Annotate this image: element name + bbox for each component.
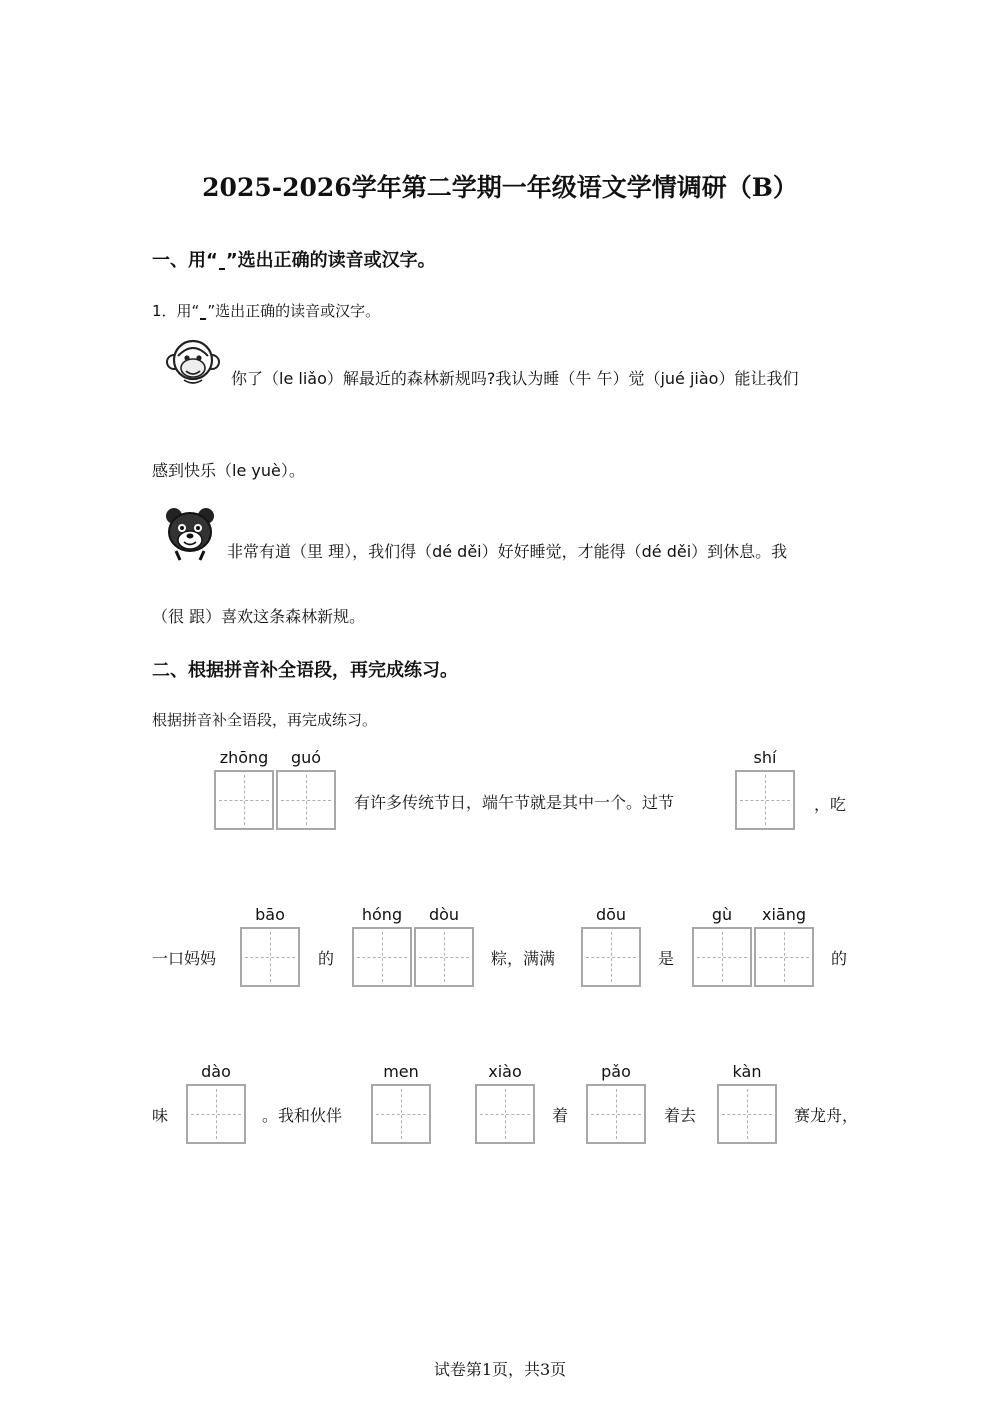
passage-line-1: 你了（le liǎo）解最近的森林新规吗?我认为睡（牛 午）觉（jué jiào）能让我们 (231, 369, 799, 388)
pinyin-label: shí (753, 748, 777, 767)
section1-heading-pre: 一、用“ (152, 250, 218, 271)
passage-text: 着 (552, 1106, 569, 1125)
monkey-icon (166, 334, 220, 388)
answer-grid[interactable] (581, 927, 641, 987)
pinyin-label: pǎo (601, 1062, 631, 1081)
passage-text: 有许多传统节日，端午节就是其中一个。过节 (354, 793, 675, 812)
pinyin-label: dòu (428, 905, 460, 924)
underline-mark (219, 268, 225, 270)
question-1 (152, 300, 380, 321)
passage-text: 的 (318, 949, 335, 968)
pinyin-label: xiào (488, 1062, 522, 1081)
passage-text: 粽，满满 (491, 949, 556, 968)
passage-text: ，吃 (814, 795, 847, 814)
passage-text: 着去 (664, 1106, 697, 1125)
answer-grid[interactable] (735, 770, 795, 830)
passage-text: 味 (152, 1106, 169, 1125)
pinyin-label: guó (290, 748, 322, 767)
section2-heading: 二、根据拼音补全语段，再完成练习。 (152, 660, 458, 681)
passage-text: 的 (831, 949, 848, 968)
passage-line-2: 感到快乐（le yuè）。 (152, 461, 305, 480)
section1-heading-post: ”选出正确的读音或汉字。 (225, 250, 436, 271)
pinyin-label: men (383, 1062, 419, 1081)
question-1-post: ”选出正确的读音或汉字。 (207, 302, 381, 320)
answer-grid[interactable] (414, 927, 474, 987)
section2-intro: 根据拼音补全语段，再完成练习。 (152, 711, 378, 729)
pinyin-label: gù (711, 905, 733, 924)
underline-mark (200, 318, 206, 320)
passage-text: 一口妈妈 (152, 949, 217, 968)
pinyin-label: dào (201, 1062, 231, 1081)
passage-line-3: 非常有道（里 理），我们得（dé děi）好好睡觉，才能得（dé děi）到休息。我 (227, 542, 788, 561)
answer-grid[interactable] (186, 1084, 246, 1144)
passage-line-4: （很 跟）喜欢这条森林新规。 (152, 607, 366, 626)
pinyin-label: kàn (732, 1062, 762, 1081)
answer-grid[interactable] (717, 1084, 777, 1144)
answer-grid[interactable] (352, 927, 412, 987)
answer-grid[interactable] (475, 1084, 535, 1144)
pinyin-label: zhōng (219, 748, 269, 767)
answer-grid[interactable] (214, 770, 274, 830)
page-footer: 试卷第1页，共3页 (433, 1360, 567, 1379)
pinyin-label: xiāng (761, 905, 806, 924)
bear-icon (162, 504, 218, 562)
passage-text: 。我和伙伴 (262, 1106, 343, 1125)
answer-grid[interactable] (586, 1084, 646, 1144)
answer-grid[interactable] (692, 927, 752, 987)
pinyin-label: hóng (361, 905, 403, 924)
pinyin-label: bāo (255, 905, 285, 924)
passage-text: 赛龙舟， (794, 1106, 859, 1125)
section1-heading (152, 246, 436, 272)
pinyin-label: dōu (595, 905, 627, 924)
question-1-pre: 1．用“ (152, 302, 200, 320)
answer-grid[interactable] (754, 927, 814, 987)
page-title: 2025-2026学年第二学期一年级语文学情调研（B） (202, 173, 798, 202)
answer-grid[interactable] (240, 927, 300, 987)
answer-grid[interactable] (371, 1084, 431, 1144)
answer-grid[interactable] (276, 770, 336, 830)
passage-text: 是 (658, 949, 675, 968)
